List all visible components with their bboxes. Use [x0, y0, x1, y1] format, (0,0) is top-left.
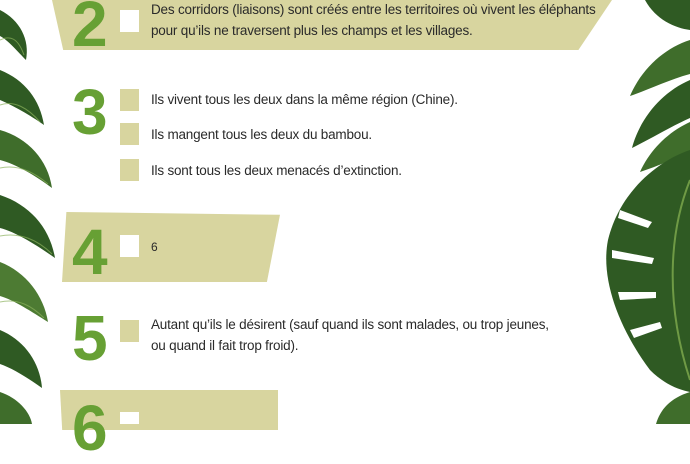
question-number-4: 4: [72, 216, 108, 288]
option-checkbox[interactable]: [120, 159, 139, 181]
question-number-5: 5: [72, 302, 108, 374]
option-text: Ils mangent tous les deux du bambou.: [151, 127, 372, 142]
answer-checkbox[interactable]: [120, 320, 139, 342]
option-text: Ils sont tous les deux menacés d’extinction.: [151, 163, 402, 178]
answer-value: 6: [151, 240, 158, 254]
option-text: Ils vivent tous les deux dans la même région (Chine).: [151, 92, 458, 107]
left-palm-leaf-icon: [0, 0, 80, 424]
question-number-3: 3: [72, 76, 108, 148]
option-checkbox[interactable]: [120, 89, 139, 111]
answer-checkbox[interactable]: [120, 10, 139, 32]
answer-text-line: Des corridors (liaisons) sont créés entre les territoires où vivent les éléphants: [151, 2, 596, 17]
answer-text-line: ou quand il fait trop froid).: [151, 338, 299, 353]
answer-checkbox[interactable]: [120, 412, 139, 424]
option-checkbox[interactable]: [120, 123, 139, 145]
right-monstera-leaf-icon: [590, 0, 690, 424]
question-number-2: 2: [72, 0, 108, 60]
question-number-6: 6: [72, 392, 108, 464]
answer-text-line: Autant qu’ils le désirent (sauf quand ils sont malades, ou trop jeunes,: [151, 317, 549, 332]
answer-checkbox[interactable]: [120, 235, 139, 257]
answer-text-line: pour qu’ils ne traversent plus les champs et les villages.: [151, 23, 473, 38]
